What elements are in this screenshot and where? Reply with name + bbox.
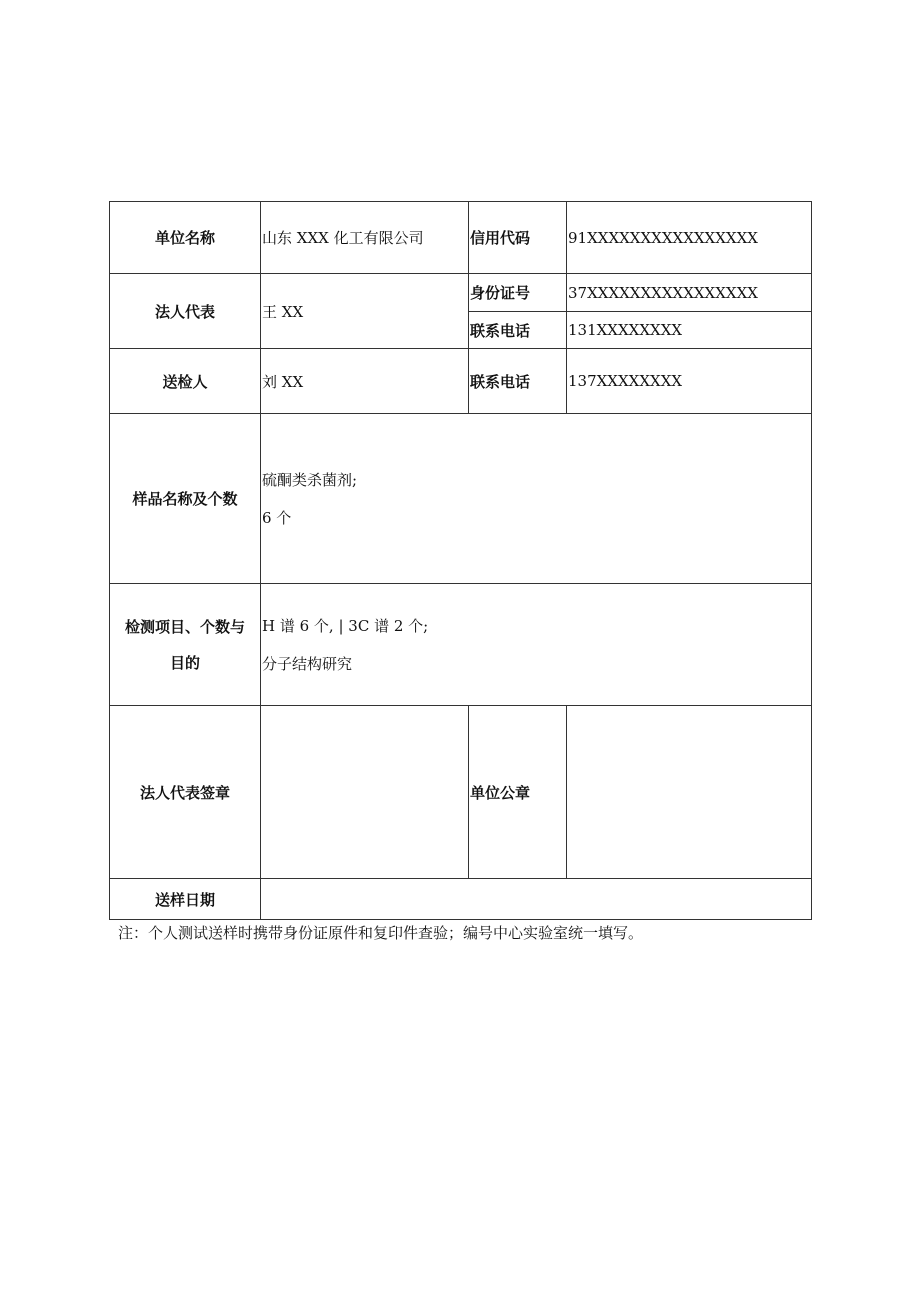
unit-name-value: 山东 XXX 化工有限公司 [261, 202, 469, 274]
legal-phone-value: 131XXXXXXXX [567, 312, 812, 349]
sample-line-2: 6 个 [262, 508, 292, 527]
test-label-line-1: 检测项目、个数与 [124, 617, 245, 636]
row-unit [110, 202, 812, 274]
row-test [110, 584, 812, 706]
unit-seal-field[interactable] [567, 706, 812, 879]
row-signatures [110, 706, 812, 879]
submitter-label: 送检人 [110, 349, 261, 414]
test-label [110, 584, 261, 706]
sample-label: 样品名称及个数 [110, 414, 261, 584]
submitter-phone-value: 137XXXXXXXX [567, 349, 812, 414]
test-line-2: 分子结构研究 [262, 654, 353, 673]
test-value [261, 584, 812, 706]
legal-phone-label: 联系电话 [469, 312, 567, 349]
row-date [110, 879, 812, 920]
row-legal-rep-1 [110, 274, 812, 312]
legal-rep-value: 王 XX [261, 274, 469, 349]
legal-sign-label: 法人代表签章 [110, 706, 261, 879]
submitter-value: 刘 XX [261, 349, 469, 414]
id-number-value: 37XXXXXXXXXXXXXXXX [567, 274, 812, 312]
unit-name-label: 单位名称 [110, 202, 261, 274]
submitter-phone-label: 联系电话 [469, 349, 567, 414]
row-submitter [110, 349, 812, 414]
credit-code-value: 91XXXXXXXXXXXXXXXX [567, 202, 812, 274]
credit-code-label: 信用代码 [469, 202, 567, 274]
footnote: 注：个人测试送样时携带身份证原件和复印件查验；编号中心实验室统一填写。 [118, 924, 644, 942]
test-line-1: H 谱 6 个, | 3C 谱 2 个; [262, 616, 429, 635]
date-label: 送样日期 [110, 879, 261, 920]
id-number-label: 身份证号 [469, 274, 567, 312]
legal-rep-label: 法人代表 [110, 274, 261, 349]
legal-sign-field[interactable] [261, 706, 469, 879]
sample-line-1: 硫酮类杀菌剂; [262, 470, 358, 489]
date-field[interactable] [261, 879, 812, 920]
row-sample [110, 414, 812, 584]
sample-submission-form [109, 201, 812, 920]
sample-value [261, 414, 812, 584]
test-label-line-2: 目的 [169, 653, 200, 672]
unit-seal-label: 单位公章 [469, 706, 567, 879]
